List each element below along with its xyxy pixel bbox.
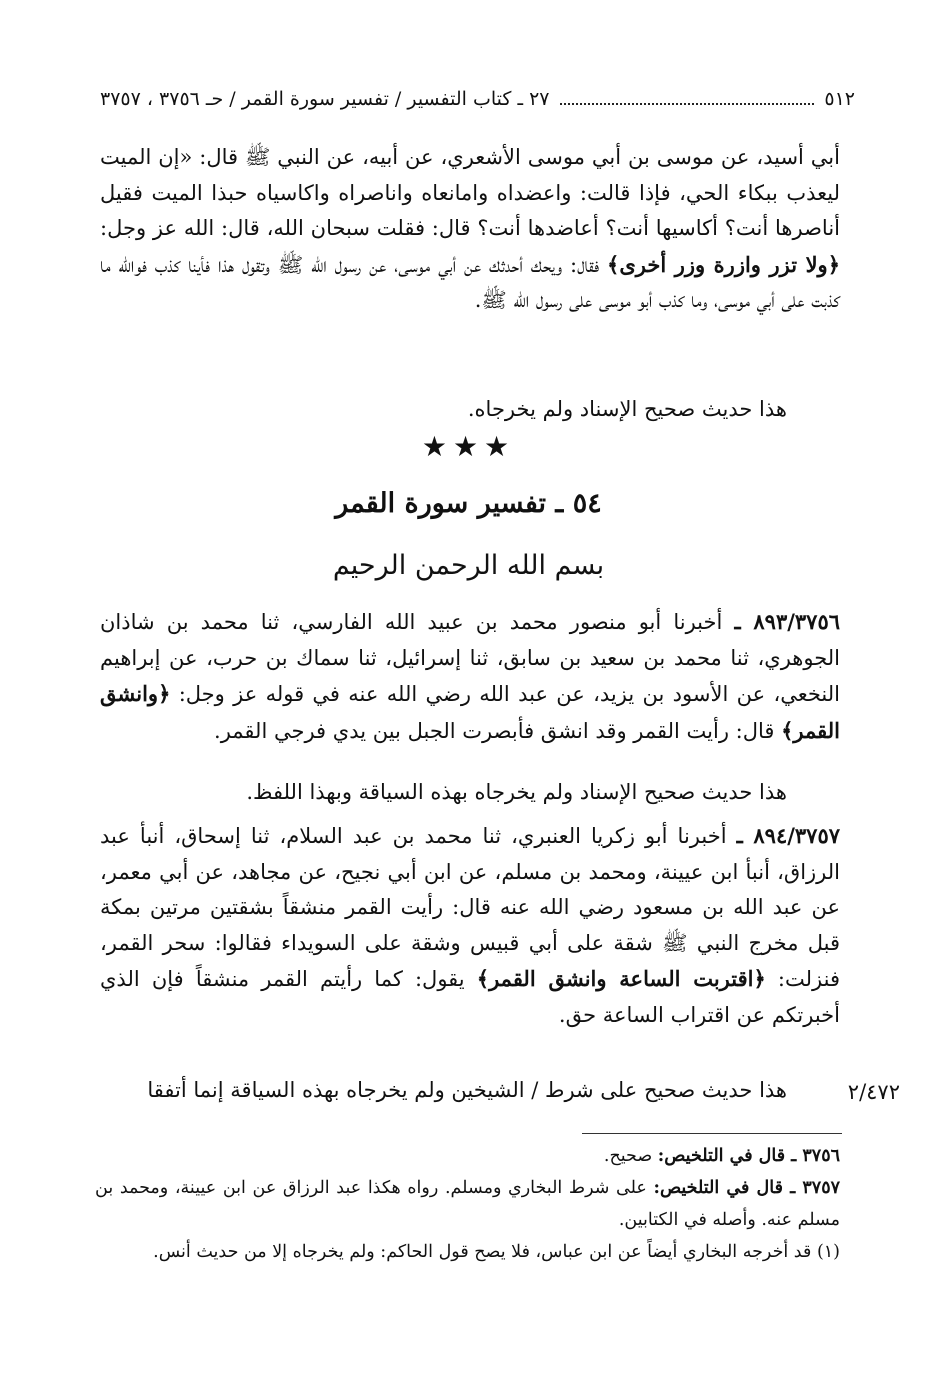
hadith-3756 — [100, 604, 840, 749]
footnote-1 — [95, 1236, 840, 1268]
leader-dots — [560, 103, 815, 105]
hadith-text-after: قال: رأيت القمر وقد انشق فأبصرت الجبل بين يدي فرجي القمر. — [214, 718, 782, 743]
footnote-label: ٣٧٥٧ ـ قال في التلخيص: — [653, 1178, 840, 1198]
footnote-label: ٣٧٥٦ ـ قال في التلخيص: — [657, 1146, 840, 1166]
hadith-3755-continuation — [100, 140, 840, 319]
hadith-text: أبي أسيد، عن موسى بن أبي موسى الأشعري، عن أبيه، عن النبي ﷺ قال: «إن الميت ليعذب ببكاء الحي، فإذا قالت: واعضداه وامانعاه واناصراه واكاسياه حبذا الميت فقيل أناصرها أنت؟ أكاسيها أنت؟ أعاضدها أنت؟ قال: فقلت سبحان الله، قال: الله عز وجل: — [100, 145, 840, 240]
footnote-text: صحيح. — [603, 1146, 658, 1166]
running-head — [100, 86, 855, 112]
hadith-text-after: فقال: ويحك أحدثك عن أبي موسى، عن رسول الله ﷺ وتقول هذا فأينا كذب فوالله ما كذبت على أبي موسى، وما كذب أبو موسى على رسول الله ﷺ. — [100, 252, 840, 312]
section-separator-stars: ★★★ — [421, 430, 516, 463]
hadith-number: ٨٩٤/٣٧٥٧ ـ — [736, 823, 841, 848]
hadith-3755-verdict: هذا حديث صحيح الإسناد ولم يخرجاه. — [467, 397, 787, 421]
running-title: ٢٧ ـ كتاب التفسير / تفسير سورة القمر / حـ ٣٧٥٦ ، ٣٧٥٧ — [100, 88, 550, 110]
footnote-3757 — [95, 1172, 840, 1236]
quran-quote: ﴿وانشق القمر﴾ — [100, 681, 840, 743]
hadith-number: ٨٩٣/٣٧٥٦ ـ — [734, 609, 841, 634]
basmala: بسم الله الرحمن الرحيم — [332, 550, 605, 581]
quran-quote: ﴿اقتربت الساعة وانشق القمر﴾ — [476, 966, 766, 991]
hadith-text: أخبرنا أبو زكريا العنبري، ثنا محمد بن عبد السلام، ثنا إسحاق، أنبأ عبد الرزاق، أنبأ ابن عيينة، ومحمد بن مسلم، عن ابن أبي نجيح، عن مجاهد، عن أبي معمر، عن عبد الله بن مسعود رضي الله عنه قال: رأيت القمر منشقاً بشقتين مرتين بمكة قبل مخرج النبي ﷺ شقة على أبي قبيس وشقة على السويداء فقالوا: سحر القمر، فنزلت: — [100, 824, 840, 991]
hadith-3757-verdict: هذا حديث صحيح على شرط / الشيخين ولم يخرجاه بهذه السياقة إنما أتفقا — [147, 1078, 787, 1102]
hadith-3757 — [100, 818, 840, 1033]
margin-volume-page-ref: ٢/٤٧٢ — [847, 1080, 900, 1104]
footnote-3756 — [95, 1140, 840, 1172]
footnotes — [95, 1140, 840, 1268]
footnote-text: على شرط البخاري ومسلم. رواه هكذا عبد الرزاق عن ابن عيينة، ومحمد بن مسلم عنه. وأصله في الكتابين. — [95, 1178, 840, 1230]
hadith-text-after: يقول: كما رأيتم القمر منشقاً فإن الذي أخبرتكم عن اقتراب الساعة حق. — [100, 967, 840, 1027]
surah-title: ٥٤ ـ تفسير سورة القمر — [335, 488, 602, 519]
quran-quote: ﴿ولا تزر وازرة وزر أخرى﴾ — [607, 251, 840, 277]
footnote-divider — [582, 1133, 842, 1134]
page-number: ٥١٢ — [824, 88, 855, 110]
footnote-label: (١) — [816, 1242, 840, 1262]
hadith-3756-verdict: هذا حديث صحيح الإسناد ولم يخرجاه بهذه السياقة وبهذا اللفظ. — [246, 780, 787, 804]
hadith-text: أخبرنا أبو منصور محمد بن عبيد الله الفارسي، ثنا محمد بن شاذان الجوهري، ثنا محمد بن سعيد بن سابق، ثنا إسرائيل، ثنا سماك بن حرب، عن إبراهيم النخعي، عن الأسود بن يزيد، عن عبد الله رضي الله عنه في قوله عز وجل: — [100, 610, 840, 706]
footnote-text: قد أخرجه البخاري أيضاً عن ابن عباس، فلا يصح قول الحاكم: ولم يخرجاه إلا من حديث أنس. — [153, 1242, 817, 1262]
